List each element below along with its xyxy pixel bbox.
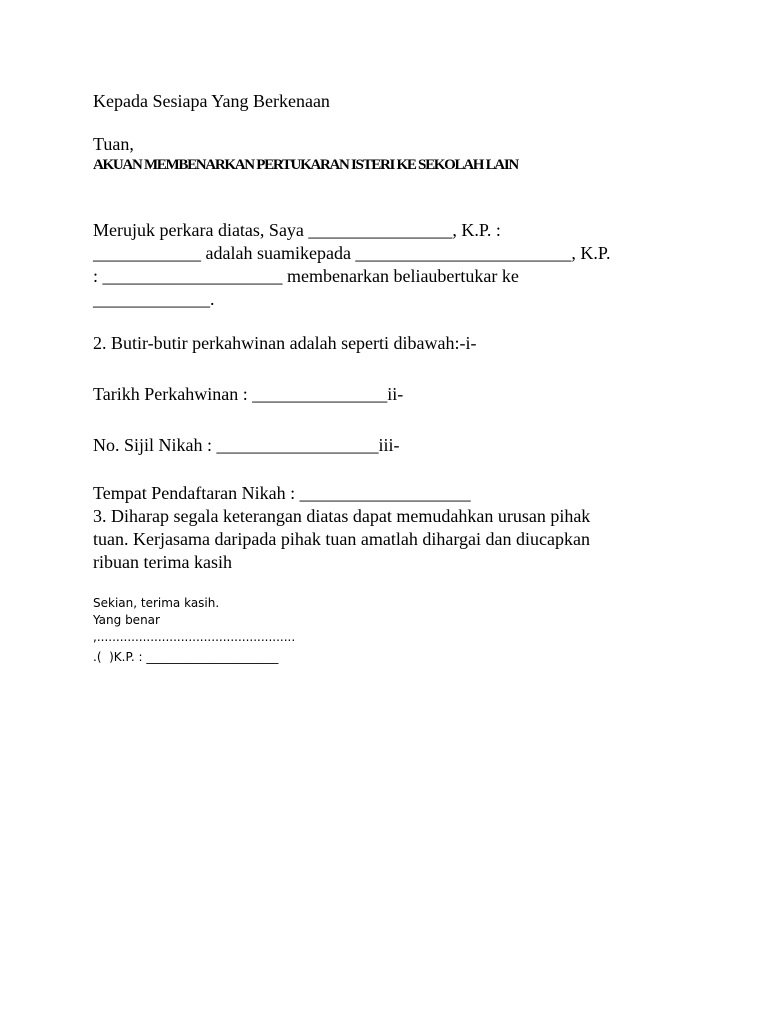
- paragraph-1-line: ____________ adalah suamikepada ________________________, K.P.: [93, 243, 611, 263]
- item-3-line: ribuan terima kasih: [93, 552, 232, 572]
- item-2: 2. Butir-butir perkahwinan adalah seperti dibawah:-i-: [93, 333, 477, 353]
- closing-text: Sekian, terima kasih.: [93, 596, 220, 610]
- yours-truly-text: Yang benar: [93, 613, 160, 627]
- salutation: Tuan,: [93, 134, 134, 154]
- name-ic-line: .( )K.P. : ______________________: [93, 650, 279, 664]
- certificate-number-field: No. Sijil Nikah : __________________iii-: [93, 435, 400, 455]
- paragraph-1-line: _____________.: [93, 289, 215, 309]
- marriage-date-field: Tarikh Perkahwinan : _______________ii-: [93, 384, 404, 404]
- subject-heading: AKUAN MEMBENARKAN PERTUKARAN ISTERI KE SEKOLAH LAIN: [93, 157, 518, 173]
- paragraph-1-line: : ____________________ membenarkan beliaubertukar ke: [93, 266, 519, 286]
- paragraph-1-line: Merujuk perkara diatas, Saya ________________, K.P. :: [93, 220, 501, 240]
- signature-line: ,....................................................: [93, 630, 296, 644]
- item-3-line: 3. Diharap segala keterangan diatas dapat memudahkan urusan pihak: [93, 506, 591, 526]
- registration-place-field: Tempat Pendaftaran Nikah : ___________________: [93, 483, 471, 503]
- addressee: Kepada Sesiapa Yang Berkenaan: [93, 91, 330, 111]
- item-3-line: tuan. Kerjasama daripada pihak tuan amatlah dihargai dan diucapkan: [93, 529, 590, 549]
